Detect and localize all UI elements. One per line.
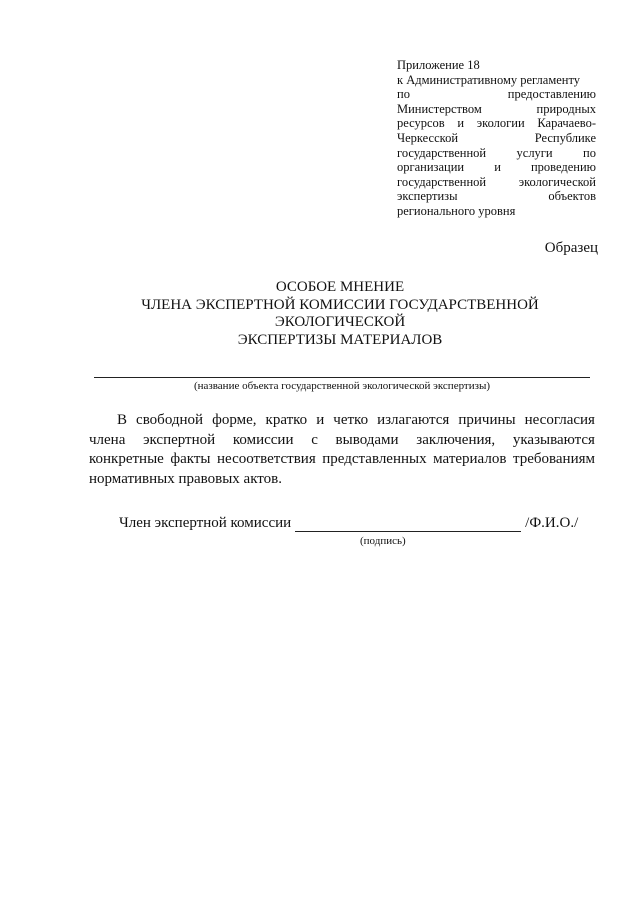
appendix-line (397, 73, 596, 88)
paragraph-word: несогласия (524, 412, 595, 428)
appendix-line (397, 189, 596, 204)
paragraph-word: с (311, 431, 318, 448)
appendix-word: Карачаево- (537, 116, 596, 131)
signature-row (119, 515, 589, 532)
appendix-line (397, 146, 596, 161)
appendix-line (397, 116, 596, 131)
appendix-word: предоставлению (507, 87, 596, 102)
appendix-word: к Административному регламенту (397, 72, 581, 87)
appendix-word: ресурсов (397, 116, 445, 131)
appendix-word: экологической (518, 174, 596, 189)
title-line: ЭКСПЕРТИЗЫ МАТЕРИАЛОВ (237, 331, 443, 348)
paragraph-line (89, 411, 595, 431)
appendix-reference (397, 58, 596, 219)
document-title (100, 279, 580, 349)
paragraph-word: четко (333, 412, 369, 428)
paragraph-word: комиссии (232, 431, 294, 448)
appendix-word: регионального уровня (397, 203, 516, 218)
paragraph-line (89, 431, 595, 451)
appendix-word: Республике (534, 130, 596, 145)
paragraph-word: свободной (136, 412, 204, 428)
paragraph-word: конкретные (89, 451, 164, 467)
paragraph-word: экспертной (143, 431, 216, 448)
title-line: ЭКОЛОГИЧЕСКОЙ (274, 314, 406, 330)
object-name-caption: (название объекта государственной экологической экспертизы) (193, 380, 491, 392)
appendix-word: природных (536, 101, 596, 116)
appendix-word: по (583, 145, 596, 160)
paragraph-word: кратко (265, 412, 308, 428)
appendix-word: экспертизы (397, 189, 458, 204)
paragraph-word: форме, (212, 412, 257, 428)
paragraph-word: требованиям (512, 451, 595, 467)
appendix-word: государственной (397, 174, 487, 189)
paragraph-word: материалов (433, 451, 507, 467)
paragraph-word: нормативных правовых актов. (89, 470, 282, 487)
signature-fio: /Ф.И.О./ (525, 515, 579, 531)
paragraph-word: выводами (335, 431, 399, 448)
appendix-line (397, 160, 596, 175)
signature-field-line (295, 517, 521, 532)
appendix-word: Черкесской (397, 130, 459, 145)
appendix-word: услуги (516, 145, 553, 160)
paragraph-word: указываются (512, 431, 595, 448)
appendix-word: и (457, 116, 465, 131)
appendix-word: Приложение 18 (397, 58, 480, 72)
paragraph-line (89, 450, 595, 470)
paragraph-word: представленных (322, 451, 427, 467)
object-name-field-line (94, 377, 590, 378)
appendix-word: организации (397, 160, 465, 175)
sample-label: Образец (544, 240, 598, 256)
appendix-line (397, 175, 596, 190)
paragraph-word: несоответствия (217, 451, 316, 467)
paragraph-word: факты (170, 451, 211, 467)
appendix-word: проведению (530, 160, 596, 175)
paragraph-word: излагаются (377, 412, 450, 428)
appendix-line (397, 58, 596, 73)
appendix-word: Министерством (397, 101, 482, 116)
paragraph-word: причины (458, 412, 516, 428)
appendix-word: объектов (548, 189, 596, 204)
signature-label: Член экспертной комиссии (119, 515, 292, 531)
appendix-word: по (397, 87, 410, 102)
appendix-word: экологии (476, 116, 525, 131)
paragraph-word: В (117, 412, 128, 428)
appendix-word: и (494, 160, 501, 175)
signature-caption: (подпись) (360, 535, 406, 547)
appendix-line (397, 131, 596, 146)
appendix-line (397, 204, 596, 219)
appendix-word: государственной (397, 145, 487, 160)
paragraph-word: и (316, 412, 325, 428)
paragraph-line (89, 470, 595, 490)
title-line: ОСОБОЕ МНЕНИЕ (275, 279, 405, 295)
paragraph-word: заключения, (416, 431, 496, 448)
appendix-line (397, 102, 596, 117)
title-line: ЧЛЕНА ЭКСПЕРТНОЙ КОМИССИИ ГОСУДАРСТВЕННОЙ (141, 296, 539, 313)
paragraph-word: члена (89, 431, 126, 448)
body-paragraph (89, 411, 595, 489)
appendix-line (397, 87, 596, 102)
